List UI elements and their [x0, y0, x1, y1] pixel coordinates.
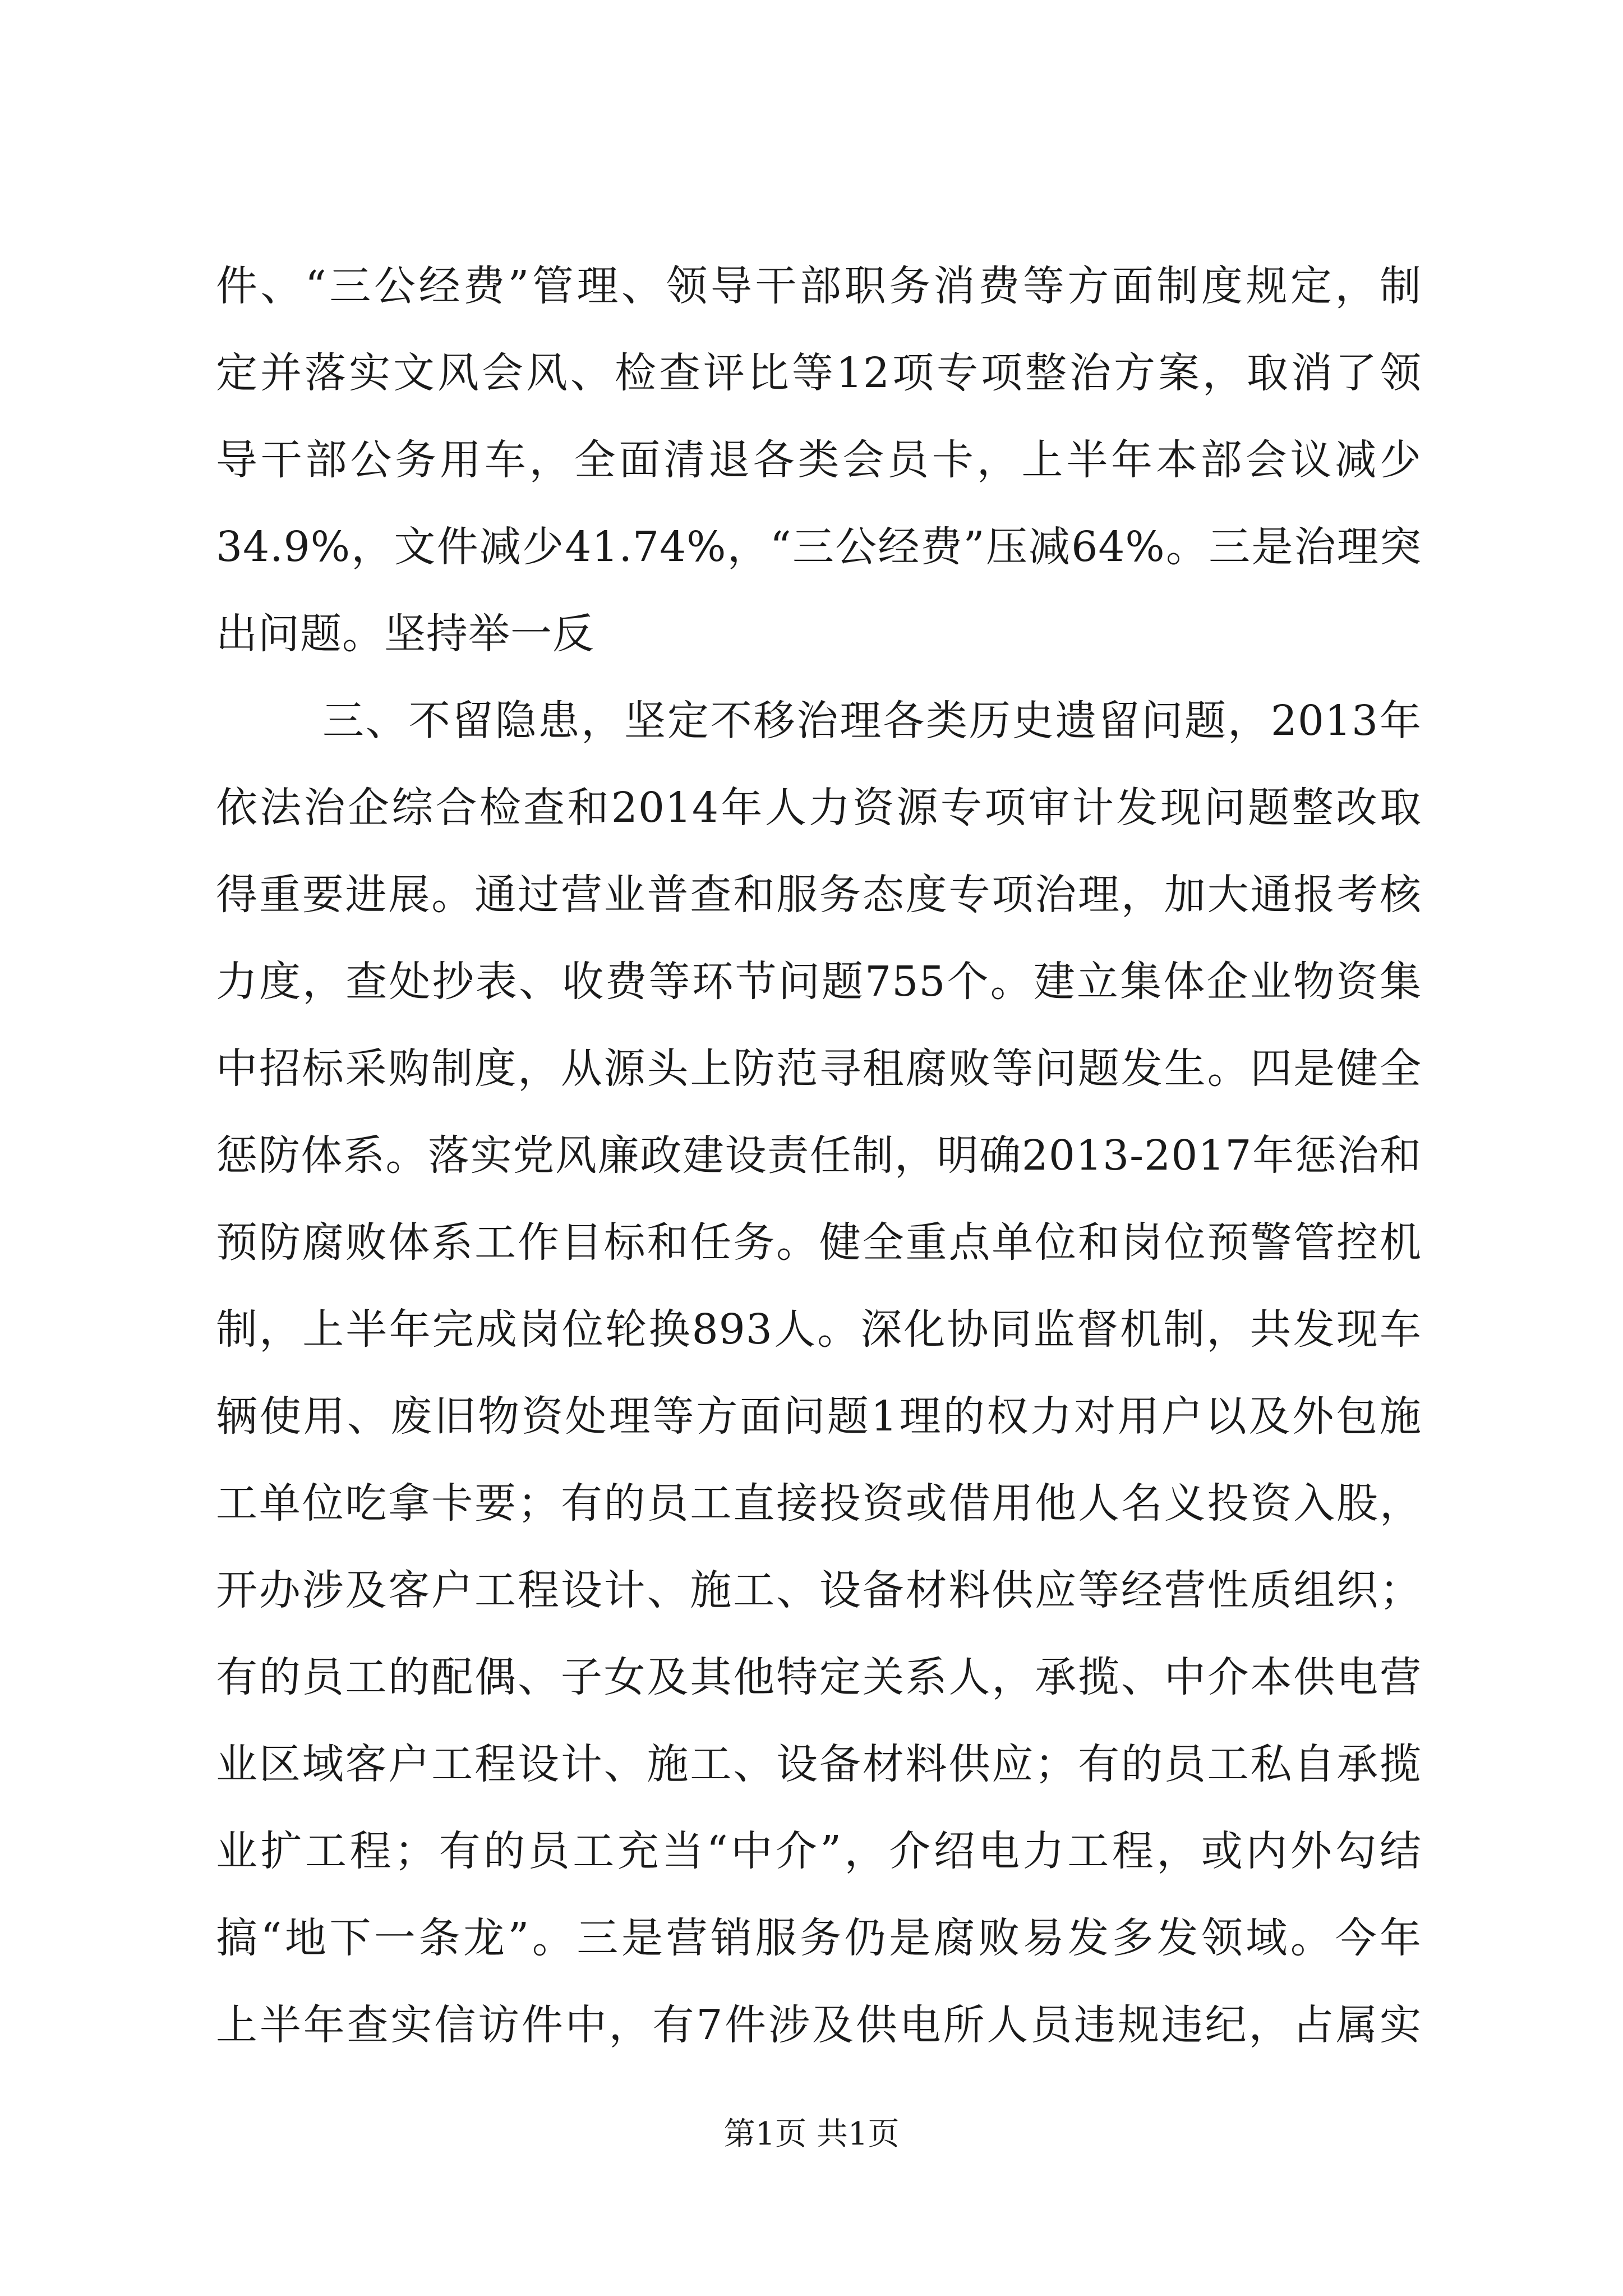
- text-line: 有的员工的配偶、子女及其他特定关系人，承揽、中介本供电营: [216, 1653, 1422, 1701]
- text-line: 得重要进展。通过营业普查和服务态度专项治理，加大通报考核: [216, 871, 1422, 919]
- text-line: 34.9%，文件减少41.74%，“三公经费”压减64%。三是治理突: [216, 523, 1422, 571]
- text-line: 制，上半年完成岗位轮换893人。深化协同监督机制，共发现车: [216, 1305, 1422, 1354]
- page-footer: 第1页 共1页: [723, 2116, 900, 2152]
- text-line: 业区域客户工程设计、施工、设备材料供应；有的员工私自承揽: [216, 1740, 1422, 1788]
- text-line: 导干部公务用车，全面清退各类会员卡，上半年本部会议减少: [216, 436, 1422, 484]
- text-line: 件、“三公经费”管理、领导干部职务消费等方面制度规定，制: [216, 262, 1422, 310]
- text-line: 依法治企综合检查和2014年人力资源专项审计发现问题整改取: [216, 784, 1422, 832]
- text-line: 工单位吃拿卡要；有的员工直接投资或借用他人名义投资入股，: [216, 1479, 1422, 1527]
- text-line: 中招标采购制度，从源头上防范寻租腐败等问题发生。四是健全: [216, 1045, 1422, 1093]
- text-line: 上半年查实信访件中，有7件涉及供电所人员违规违纪，占属实: [216, 2001, 1422, 2049]
- text-line: 业扩工程；有的员工充当“中介”，介绍电力工程，或内外勾结: [216, 1827, 1422, 1875]
- text-line: 力度，查处抄表、收费等环节问题755个。建立集体企业物资集: [216, 958, 1422, 1006]
- text-line: 预防腐败体系工作目标和任务。健全重点单位和岗位预警管控机: [216, 1218, 1422, 1267]
- text-line: 出问题。坚持举一反: [216, 610, 594, 658]
- text-line: 惩防体系。落实党风廉政建设责任制，明确2013-2017年惩治和: [216, 1131, 1422, 1180]
- text-line: 定并落实文风会风、检查评比等12项专项整治方案，取消了领: [216, 349, 1422, 397]
- paragraph-start-line: 三、不留隐患，坚定不移治理各类历史遗留问题，2013年: [322, 697, 1422, 745]
- text-line: 开办涉及客户工程设计、施工、设备材料供应等经营性质组织；: [216, 1566, 1422, 1614]
- text-line: 搞“地下一条龙”。三是营销服务仍是腐败易发多发领域。今年: [216, 1914, 1422, 1962]
- text-line: 辆使用、废旧物资处理等方面问题1理的权力对用户以及外包施: [216, 1392, 1422, 1441]
